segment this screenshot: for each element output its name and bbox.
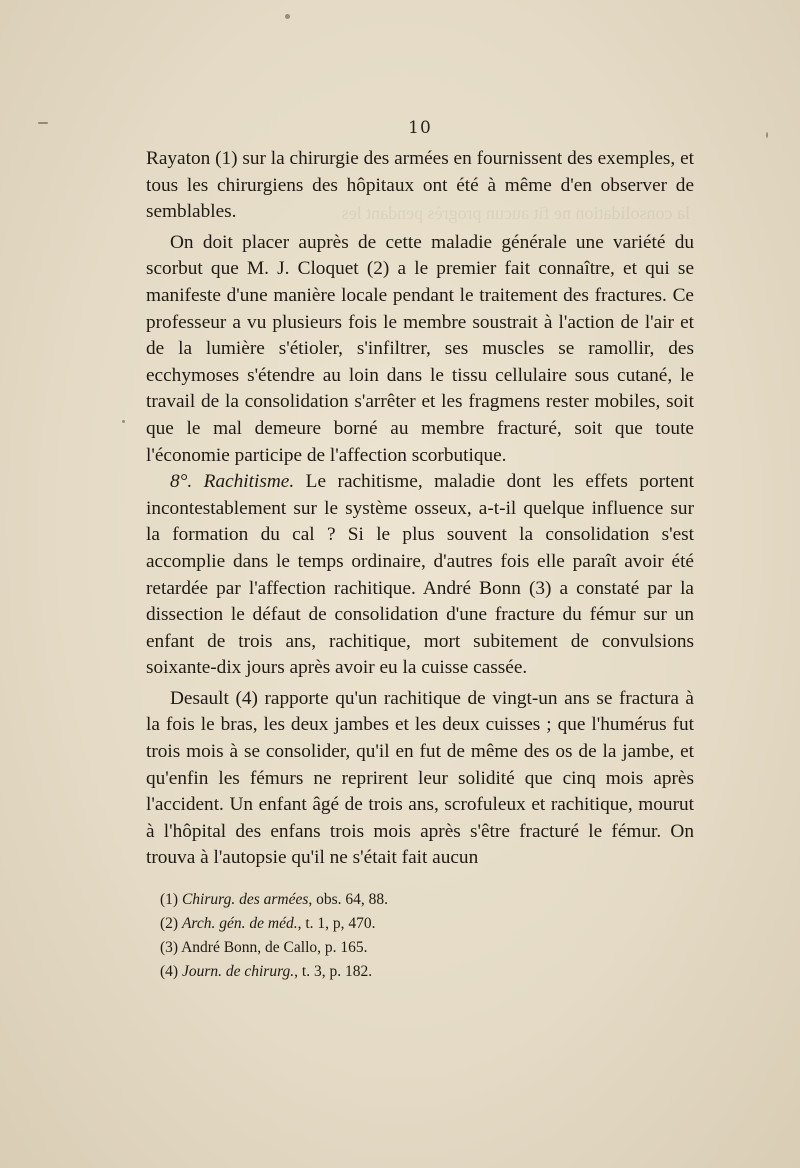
footnote-rest: , t. 1, p, 470. (297, 915, 376, 932)
footnote-title: Chirurg. des armées (181, 891, 309, 908)
footnote-rest: , obs. 64, 88. (308, 891, 389, 908)
paragraph-1-text: Rayaton (1) sur la chirurgie des armées en fournissent des exemples, et tous les chirurgiens des hôpitaux ont été à même d'en observer de semblables. (146, 148, 694, 223)
bleed-through-text: la consolidation ne fit aucun progrès pendant les (341, 203, 690, 223)
footnote-rest: , t. 3, p. 182. (294, 963, 373, 980)
paragraph-2 (146, 230, 694, 469)
footnotes (160, 888, 560, 984)
paragraph-1 (146, 146, 694, 226)
footnote-mark: (4) (160, 963, 179, 980)
section-heading-rachitisme: 8°. Rachitisme. (170, 471, 295, 493)
paragraph-4-text: Desault (4) rapporte qu'un rachitique de vingt-un ans se fractura à la fois le bras, les deux jambes et les deux cuisses ; que l'humérus fut trois mois à se consolider, qu'il en fut de même des os de la jambe, et qu'enfin les fémurs ne reprirent leur solidité que cinq mois après l'accident. Un enfant âgé de trois ans, scrofuleux et rachitique, mourut à l'hôpital des enfans trois mois après s'être fracturé le fémur. On trouva à l'autopsie qu'il ne s'était fait aucun (146, 687, 694, 869)
body-text (146, 146, 694, 872)
footnote-mark: (3) (160, 939, 179, 956)
paper-speck (38, 122, 48, 124)
footnote-mark: (1) (160, 891, 179, 908)
paper-speck (766, 132, 768, 138)
page-number: 10 (408, 118, 432, 138)
paragraph-4 (146, 686, 694, 872)
footnote-4 (160, 960, 560, 984)
footnote-rest: André Bonn, de Callo, p. 165. (181, 939, 368, 956)
footnote-mark: (2) (160, 915, 179, 932)
paper-speck (285, 14, 290, 19)
footnote-1 (160, 888, 560, 912)
paragraph-3 (146, 469, 694, 682)
paper-speck (122, 420, 125, 423)
footnote-title: Journ. de chirurg. (181, 963, 295, 980)
paragraph-3-text: Le rachitisme, maladie dont les effets portent incontestablement sur le système osseux, a-t-il quelque influence sur la formation du cal ? Si le plus souvent la consolidation s'est accomplie dans le temps ordinaire, d'autres fois elle paraît avoir été retardée par l'affection rachitique. André Bonn (3) a constaté par la dissection le défaut de consolidation d'une fracture du fémur sur un enfant de trois ans, rachitique, mort subitement de convulsions soixante-dix jours après avoir eu la cuisse cassée. (146, 471, 694, 679)
footnote-3 (160, 936, 560, 960)
footnote-title: Arch. gén. de méd. (181, 915, 298, 932)
footnote-2 (160, 912, 560, 936)
paragraph-2-text: On doit placer auprès de cette maladie générale une variété du scorbut que M. J. Cloquet (2) a le premier fait connaître, et qui se manifeste d'une manière locale pendant le traitement des fractures. Ce professeur a vu plusieurs fois le membre soustrait à l'action de l'air et de la lumière s'étioler, s'infiltrer, ses muscles se ramollir, des ecchymoses s'étendre au loin dans le tissu cellulaire sous cutané, le travail de la consolidation s'arrêter et les fragmens rester mobiles, soit que le mal demeure borné au membre fracturé, soit que toute l'économie participe de l'affection scorbutique. (146, 231, 694, 466)
